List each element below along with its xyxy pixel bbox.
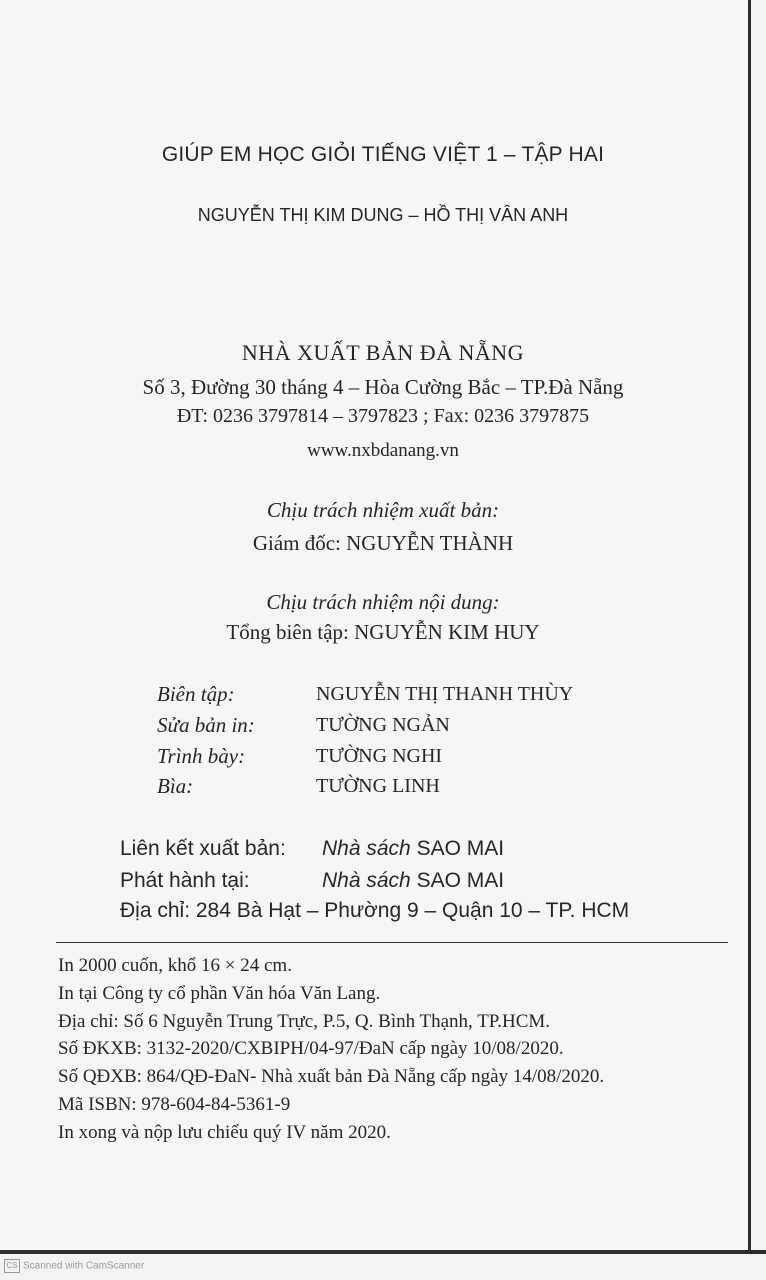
colophon-line: In xong và nộp lưu chiểu quý IV năm 2020. [58, 1122, 391, 1143]
colophon-line: Mã ISBN: 978-604-84-5361-9 [58, 1094, 291, 1115]
partner-value [322, 837, 504, 861]
publishing-responsibility-label: Chịu trách nhiệm xuất bản: [266, 498, 500, 522]
scanner-watermark [4, 1259, 144, 1273]
colophon-line: Số QĐXB: 864/QĐ-ĐaN- Nhà xuất bản Đà Nẵng cấp ngày 14/08/2020. [58, 1066, 605, 1087]
staff-name-proofreader: TƯỜNG NGẢN [316, 714, 450, 736]
publisher-name: NHÀ XUẤT BẢN ĐÀ NẴNG [241, 340, 525, 365]
publisher-address: Số 3, Đường 30 tháng 4 – Hòa Cường Bắc – TP.Đà Nẵng [142, 375, 624, 399]
editor-in-chief-line: Tổng biên tập: NGUYỄN KIM HUY [226, 620, 540, 644]
camscanner-logo-icon: CS [4, 1259, 20, 1273]
book-title: GIÚP EM HỌC GIỎI TIẾNG VIỆT 1 – TẬP HAI [161, 143, 605, 166]
colophon-line: Số ĐKXB: 3132-2020/CXBIPH/04-97/ĐaN cấp ngày 10/08/2020. [58, 1038, 564, 1059]
content-responsibility-label: Chịu trách nhiệm nội dung: [266, 590, 500, 614]
partner-name: SAO MAI [416, 837, 505, 860]
partner-label: Liên kết xuất bản: [120, 837, 286, 860]
publisher-website: www.nxbdanang.vn [307, 440, 459, 461]
page-edge-bottom [0, 1250, 766, 1254]
distribution-address: Địa chỉ: 284 Bà Hạt – Phường 9 – Quận 10 – TP. HCM [120, 899, 630, 922]
book-authors: NGUYỄN THỊ KIM DUNG – HỒ THỊ VÂN ANH [197, 205, 569, 225]
staff-role-editor: Biên tập: [157, 682, 235, 706]
staff-name-editor: NGUYỄN THỊ THANH THÙY [316, 683, 574, 705]
distributor-value [322, 869, 504, 893]
staff-name-cover: TƯỜNG LINH [316, 775, 440, 797]
divider-line [56, 942, 728, 943]
publisher-phone: ĐT: 0236 3797814 – 3797823 ; Fax: 0236 3797875 [176, 405, 590, 427]
colophon-line: Địa chỉ: Số 6 Nguyễn Trung Trực, P.5, Q. Bình Thạnh, TP.HCM. [58, 1011, 551, 1032]
director-line: Giám đốc: NGUYỄN THÀNH [252, 531, 514, 555]
colophon-line: In 2000 cuốn, khổ 16 × 24 cm. [58, 955, 292, 976]
distributor-name: SAO MAI [416, 869, 505, 892]
distributor-label: Phát hành tại: [120, 869, 250, 892]
distributor-italic: Nhà sách [322, 869, 411, 892]
scanner-text: Scanned with CamScanner [23, 1260, 145, 1272]
staff-role-layout: Trình bày: [157, 744, 246, 768]
staff-name-layout: TƯỜNG NGHI [316, 745, 443, 767]
staff-role-proofreader: Sửa bản in: [157, 713, 255, 737]
colophon-line: In tại Công ty cổ phần Văn hóa Văn Lang. [58, 983, 381, 1004]
staff-role-cover: Bìa: [157, 774, 194, 798]
partner-italic: Nhà sách [322, 837, 411, 860]
